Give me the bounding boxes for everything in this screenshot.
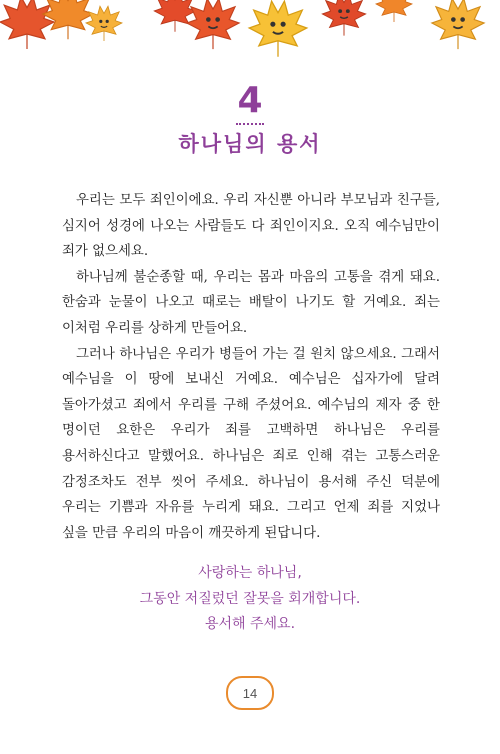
prayer [0,561,500,638]
maple-leaf-icon [372,0,416,24]
maple-leaf-icon [84,2,124,44]
prayer-line: 사랑하는 하나님, [198,565,302,581]
body-text [62,188,440,546]
paragraph: 그러나 하나님은 우리가 병들어 가는 걸 원치 않으세요. 그래서 예수님을 이 땅에 보내신 거예요. 예수님은 십자가에 달려 돌아가셨고 죄에서 우리를 구해 주셨어요. 예수님의 제자 중 한 명이던 요한은 우리가 죄를 고백하면 하나님은 우리를 용서하신다고 말했어요. 하나님은 죄로 인해 겪는 고통스러운 감정조차도 전부 씻어 주세요. 하나님이 용서해 주신 덕분에 우리는 기쁨과 자유를 누리게 돼요. 그리고 언제 죄를 지었나 싶을 만큼 우리의 마음이 깨끗하게 된답니다. [62,346,440,541]
maple-leaf-icon [318,0,370,38]
chapter-number-underline [236,123,264,125]
prayer-line: 그동안 저질렀던 잘못을 회개합니다. [139,590,361,607]
paragraph: 하나님께 불순종할 때, 우리는 몸과 마음의 고통을 겪게 돼요. 한숨과 눈물이 나오고 때로는 배탈이 나기도 할 거예요. 죄는 이처럼 우리를 상하게 만들어요. [62,269,440,336]
page-number: 14 [242,685,258,701]
prayer-line: 용서해 주세요. [204,616,296,632]
chapter-title: 하나님의 용서 [178,132,322,156]
maple-leaf-icon [244,0,312,60]
maple-leaf-icon [428,0,488,52]
maple-leaf-icon [182,0,244,52]
maple-leaf-border [0,0,500,60]
page-number-badge [226,676,274,710]
chapter-number: 4 [237,80,263,121]
paragraph: 우리는 모두 죄인이에요. 우리 자신뿐 아니라 부모님과 친구들, 심지어 성경에 나오는 사람들도 다 죄인이지요. 오직 예수님만이 죄가 없으세요. [62,193,440,260]
